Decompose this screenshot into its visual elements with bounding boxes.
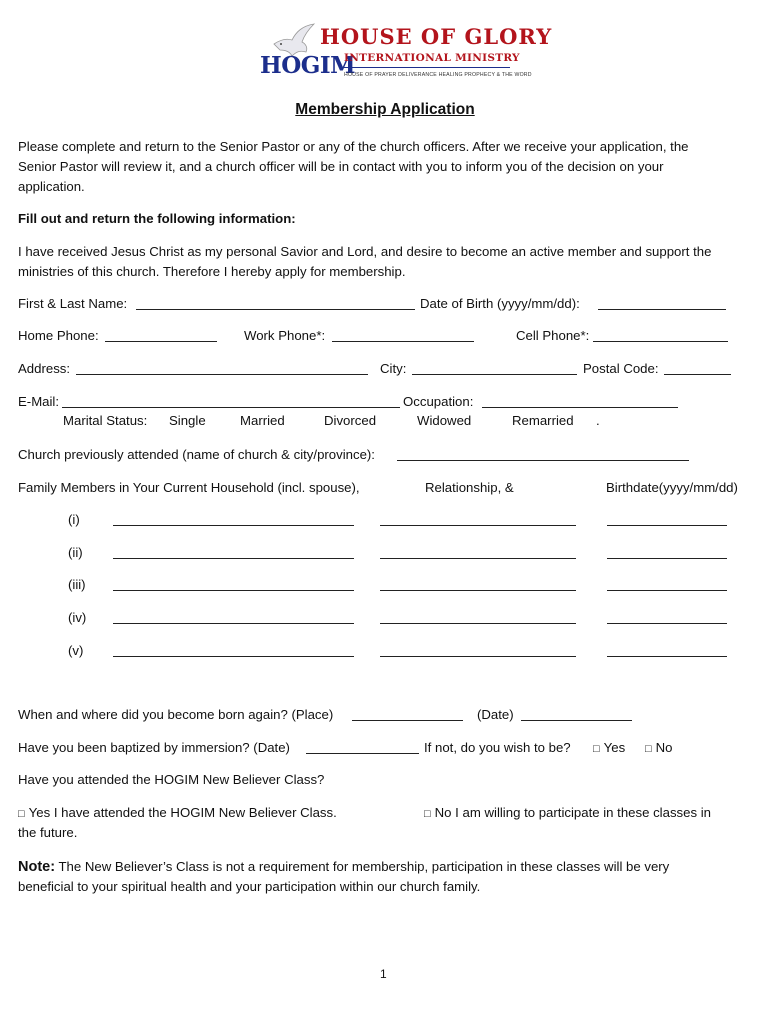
class-no-label: No I am willing to participate in these classes in (434, 805, 711, 820)
baptized-label: Have you been baptized by immersion? (Date) (18, 740, 290, 755)
family-name-field[interactable] (113, 623, 354, 624)
logo-title: HOUSE OF GLORY (320, 24, 553, 49)
baptism-no-label: No (655, 740, 673, 755)
class-yes-label: Yes I have attended the HOGIM New Believer Class. (28, 805, 337, 820)
baptism-yes-option[interactable] (593, 740, 625, 757)
note-line-1 (18, 859, 669, 875)
born-again-date-field[interactable] (521, 720, 632, 721)
marital-status-label: Marital Status: (63, 413, 148, 428)
family-name-field[interactable] (113, 525, 354, 526)
postal-code-label: Postal Code: (583, 361, 659, 376)
email-field[interactable] (62, 407, 400, 408)
page-title: Membership Application (295, 101, 475, 118)
marital-end-period: . (596, 413, 600, 428)
family-relationship-field[interactable] (380, 623, 576, 624)
family-name-field[interactable] (113, 558, 354, 559)
name-field[interactable] (136, 309, 415, 310)
family-birthdate-field[interactable] (607, 623, 727, 624)
dob-label: Date of Birth (yyyy/mm/dd): (420, 296, 580, 311)
declaration-line-1: I have received Jesus Christ as my personal Savior and Lord, and desire to become an active member and support the (18, 244, 712, 259)
cell-phone-field[interactable] (593, 341, 728, 342)
family-birthdate-field[interactable] (607, 558, 727, 559)
page-number: 1 (380, 967, 387, 981)
home-phone-label: Home Phone: (18, 328, 99, 343)
family-row-number: (i) (68, 512, 80, 527)
checkbox-icon[interactable]: □ (645, 743, 652, 755)
address-label: Address: (18, 361, 71, 376)
intro-text-line-1: Please complete and return to the Senior Pastor or any of the church officers. After we receive your application, the (18, 139, 689, 154)
baptism-yes-label: Yes (603, 740, 626, 755)
class-question: Have you attended the HOGIM New Believer Class? (18, 772, 325, 787)
postal-code-field[interactable] (664, 374, 731, 375)
note-text: The New Believer’s Class is not a requirement for membership, participation in these classes will be very (55, 859, 670, 874)
class-no-continuation: the future. (18, 825, 78, 840)
marital-option-married[interactable]: Married (240, 413, 285, 428)
family-relationship-field[interactable] (380, 558, 576, 559)
family-birthdate-field[interactable] (607, 525, 727, 526)
email-label: E-Mail: (18, 394, 60, 409)
intro-text-line-2: Senior Pastor will review it, and a church officer will be in contact with you to inform you of the decision on your (18, 159, 664, 174)
intro-text-line-3: application. (18, 179, 85, 194)
relationship-header: Relationship, & (425, 480, 514, 495)
born-again-place-field[interactable] (352, 720, 463, 721)
family-members-header: Family Members in Your Current Household (incl. spouse), (18, 480, 360, 495)
family-name-field[interactable] (113, 590, 354, 591)
declaration-line-2: ministries of this church. Therefore I hereby apply for membership. (18, 264, 406, 279)
work-phone-field[interactable] (332, 341, 474, 342)
note-line-2: beneficial to your spiritual health and your participation within our church family. (18, 879, 481, 894)
previous-church-label: Church previously attended (name of church & city/province): (18, 447, 375, 462)
occupation-label: Occupation: (403, 394, 474, 409)
occupation-field[interactable] (482, 407, 678, 408)
family-name-field[interactable] (113, 656, 354, 657)
family-relationship-field[interactable] (380, 525, 576, 526)
marital-option-remarried[interactable]: Remarried (512, 413, 574, 428)
name-label: First & Last Name: (18, 296, 128, 311)
born-again-date-label: (Date) (477, 707, 514, 722)
note-label: Note: (18, 859, 56, 875)
class-yes-option[interactable] (18, 805, 337, 822)
home-phone-field[interactable] (105, 341, 217, 342)
baptized-date-field[interactable] (306, 753, 419, 754)
family-row-number: (v) (68, 643, 84, 658)
logo-acronym: HOGIM (260, 52, 356, 79)
logo-tagline: HOUSE OF PRAYER DELIVERANCE HEALING PROPHECY & THE WORD (344, 72, 532, 78)
family-relationship-field[interactable] (380, 656, 576, 657)
family-birthdate-field[interactable] (607, 656, 727, 657)
address-field[interactable] (76, 374, 368, 375)
marital-option-widowed[interactable]: Widowed (417, 413, 472, 428)
marital-option-single[interactable]: Single (169, 413, 206, 428)
previous-church-field[interactable] (397, 460, 689, 461)
marital-option-divorced[interactable]: Divorced (324, 413, 377, 428)
class-no-option[interactable] (424, 805, 711, 822)
baptism-wish-question: If not, do you wish to be? (424, 740, 571, 755)
dob-field[interactable] (598, 309, 726, 310)
logo-rule (340, 67, 510, 68)
work-phone-label: Work Phone*: (244, 328, 326, 343)
logo-subtitle: INTERNATIONAL MINISTRY (344, 52, 520, 64)
checkbox-icon[interactable]: □ (18, 808, 25, 820)
checkbox-icon[interactable]: □ (593, 743, 600, 755)
city-label: City: (380, 361, 407, 376)
city-field[interactable] (412, 374, 577, 375)
family-row-number: (ii) (68, 545, 83, 560)
fill-heading: Fill out and return the following information: (18, 211, 296, 226)
baptism-no-option[interactable] (645, 740, 673, 757)
birthdate-header: Birthdate(yyyy/mm/dd) (606, 480, 738, 495)
family-row-number: (iii) (68, 577, 86, 592)
family-row-number: (iv) (68, 610, 87, 625)
family-relationship-field[interactable] (380, 590, 576, 591)
checkbox-icon[interactable]: □ (424, 808, 431, 820)
born-again-label: When and where did you become born again? (Place) (18, 707, 334, 722)
family-birthdate-field[interactable] (607, 590, 727, 591)
cell-phone-label: Cell Phone*: (516, 328, 590, 343)
